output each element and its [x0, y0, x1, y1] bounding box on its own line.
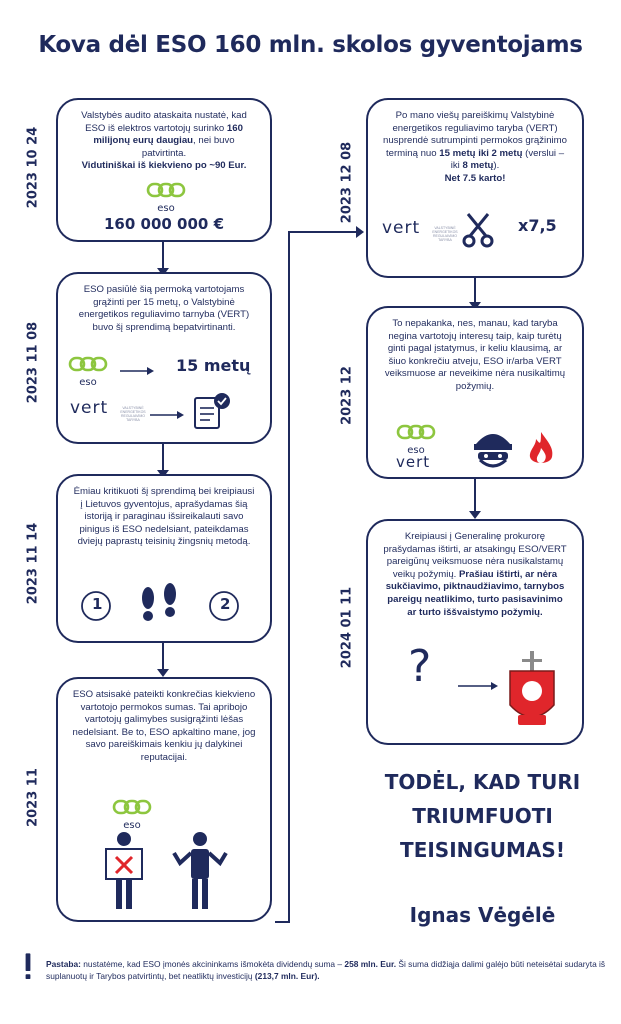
scissors-icon: [460, 212, 496, 248]
date-label: 2023 11: [25, 768, 41, 827]
prosecutor-emblem-icon: [504, 649, 560, 735]
date-label: 2023 10 24: [25, 126, 41, 209]
eso-wordmark: eso: [123, 819, 141, 831]
timeline-card-1: [56, 98, 272, 242]
thief-icon: [470, 428, 516, 470]
shrugging-person-icon: [174, 832, 226, 909]
card-text: Valstybės audito ataskaita nustatė, kad ESO iš elektros vartotojų surinko 160 milijonų eurų daugiau, nei buvo patvirtinta. Vidutiniškai iš kiekvieno po ~90 Eur.: [81, 110, 247, 172]
arrow-right-icon: [458, 681, 498, 691]
footsteps-icon: [142, 583, 176, 621]
eso-icon: [396, 424, 436, 440]
arrowhead: [469, 511, 481, 519]
eso-logo: [68, 356, 108, 389]
author-signature: Ignas Vėgėlė: [409, 903, 556, 927]
question-mark: ?: [408, 641, 432, 692]
card-text: Kreipiausi į Generalinę prokurorę prašydamas ištirti, ar atsakingų ESO/VERT pareigūnų veiksmuose nėra nusikalstamų veikų požymių. Prašiau ištirti, ar nėra sukčiavimo, piktnaudžiavimo, tarnybos pareigų neatlikimo, turto pasisavinimo ar turto iššvaistymo požymių.: [383, 531, 567, 618]
footnote: Pastaba: nustatėme, kad ESO įmonės akcininkams išmokėta dividendų suma – 258 mln. Eur. Ši suma didžiąja dalimi galėjo būti neteisėtai sudaryta iš suplanuotų ir Tarybos patvirtintų, bet neatliktų investicijų (213,7 mln. Eur).: [46, 959, 606, 981]
date-label: 2023 12 08: [339, 141, 355, 224]
timeline-card-7: [366, 519, 584, 745]
eso-wordmark: eso: [407, 444, 425, 456]
approved-document-icon: [192, 392, 234, 432]
arrow-right-icon: [120, 366, 154, 376]
date-label: 2023 11 08: [25, 321, 41, 404]
closing-statement: [350, 765, 615, 867]
eso-icon: [68, 356, 108, 372]
eso-logo: [112, 799, 152, 832]
card-text: Po mano viešų pareiškimų Valstybinė energetikos reguliavimo taryba (VERT) nusprendė sutrumpinti permokos grąžinimo terminą nuo 15 metų iki 2 metų (verslui – iki 8 metų). Net 7.5 karto!: [383, 110, 567, 184]
step-1-label: 1: [92, 595, 103, 613]
card-text: Ėmiau kritikuoti šį sprendimą bei kreipiausi į Lietuvos gyventojus, aprašydamas šią istoriją ir paraginau išsireikalauti savo pinigus iš ESO nedelsiant, pateikdamas dviejų paprastų teisinių žingsnių metodą.: [73, 486, 255, 548]
eso-icon: [146, 182, 186, 198]
step-2-label: 2: [220, 595, 231, 613]
closing-line-3: TEISINGUMAS!: [400, 838, 565, 862]
timeline-card-6: [366, 306, 584, 479]
date-label: 2023 11 14: [25, 522, 41, 605]
vert-logo: vert: [396, 453, 431, 471]
timeline-card-2: [56, 272, 272, 444]
card-text: To nepakanka, nes, manau, kad taryba negina vartotojų interesų taip, kaip turėtų ginti pagal įstatymus, ir keliu klausimą, ar šiuo konkrečiu atveju, ESO ir/arba VERT veiksmuose ar neveikime nėra nusikaltimų požymių.: [384, 318, 566, 392]
person-with-sign-icon: [106, 832, 142, 909]
arrow-right-icon: [150, 410, 184, 420]
eso-logo: [146, 182, 186, 215]
arrowhead: [157, 669, 169, 677]
repayment-period: 15 metų: [176, 356, 251, 375]
exclamation-icon: [24, 950, 32, 984]
timeline-card-5: [366, 98, 584, 278]
closing-line-2: TRIUMFUOTI: [412, 804, 553, 828]
card-text: ESO pasiūlė šią permoką vartotojams grąžinti per 15 metų, o Valstybinė energetikos reguliavimo tarnyba (VERT) buvo šį sprendimą bepatvirtinanti.: [78, 284, 250, 333]
eso-wordmark: eso: [157, 202, 175, 214]
reduction-multiplier: x7,5: [518, 216, 557, 235]
overcharge-amount: 160 000 000 €: [103, 215, 225, 233]
arrowhead: [356, 226, 364, 238]
timeline-card-3: [56, 474, 272, 643]
card-text: ESO atsisakė pateikti konkrečias kiekvieno vartotojo permokos sumas. Tai apribojo vartotojų galimybes susigrąžinti lėšas nedelsiant. Be to, ESO apkaltino mane, jog savo pareiškimais kenkiu jų dalykinei reputacijai.: [72, 689, 256, 763]
page-title: Kova dėl ESO 160 mln. skolos gyventojams: [38, 32, 583, 58]
vert-logo: vert: [382, 218, 421, 238]
vert-subtitle: VALSTYBINĖ ENERGETIKOS REGULIAVIMO TARYBA: [120, 406, 146, 422]
timeline-card-4: [56, 677, 272, 922]
date-label: 2023 12: [339, 366, 355, 425]
vert-logo: vert: [70, 398, 109, 418]
refusal-figures-graphic: [102, 831, 232, 913]
date-label: 2024 01 11: [339, 586, 355, 669]
closing-line-1: TODĖL, KAD TURI: [384, 770, 581, 794]
eso-wordmark: eso: [79, 376, 97, 388]
eso-icon: [112, 799, 152, 815]
vert-subtitle: VALSTYBINĖ ENERGETIKOS REGULIAVIMO TARYBA: [432, 226, 458, 242]
fire-icon: [526, 430, 556, 468]
